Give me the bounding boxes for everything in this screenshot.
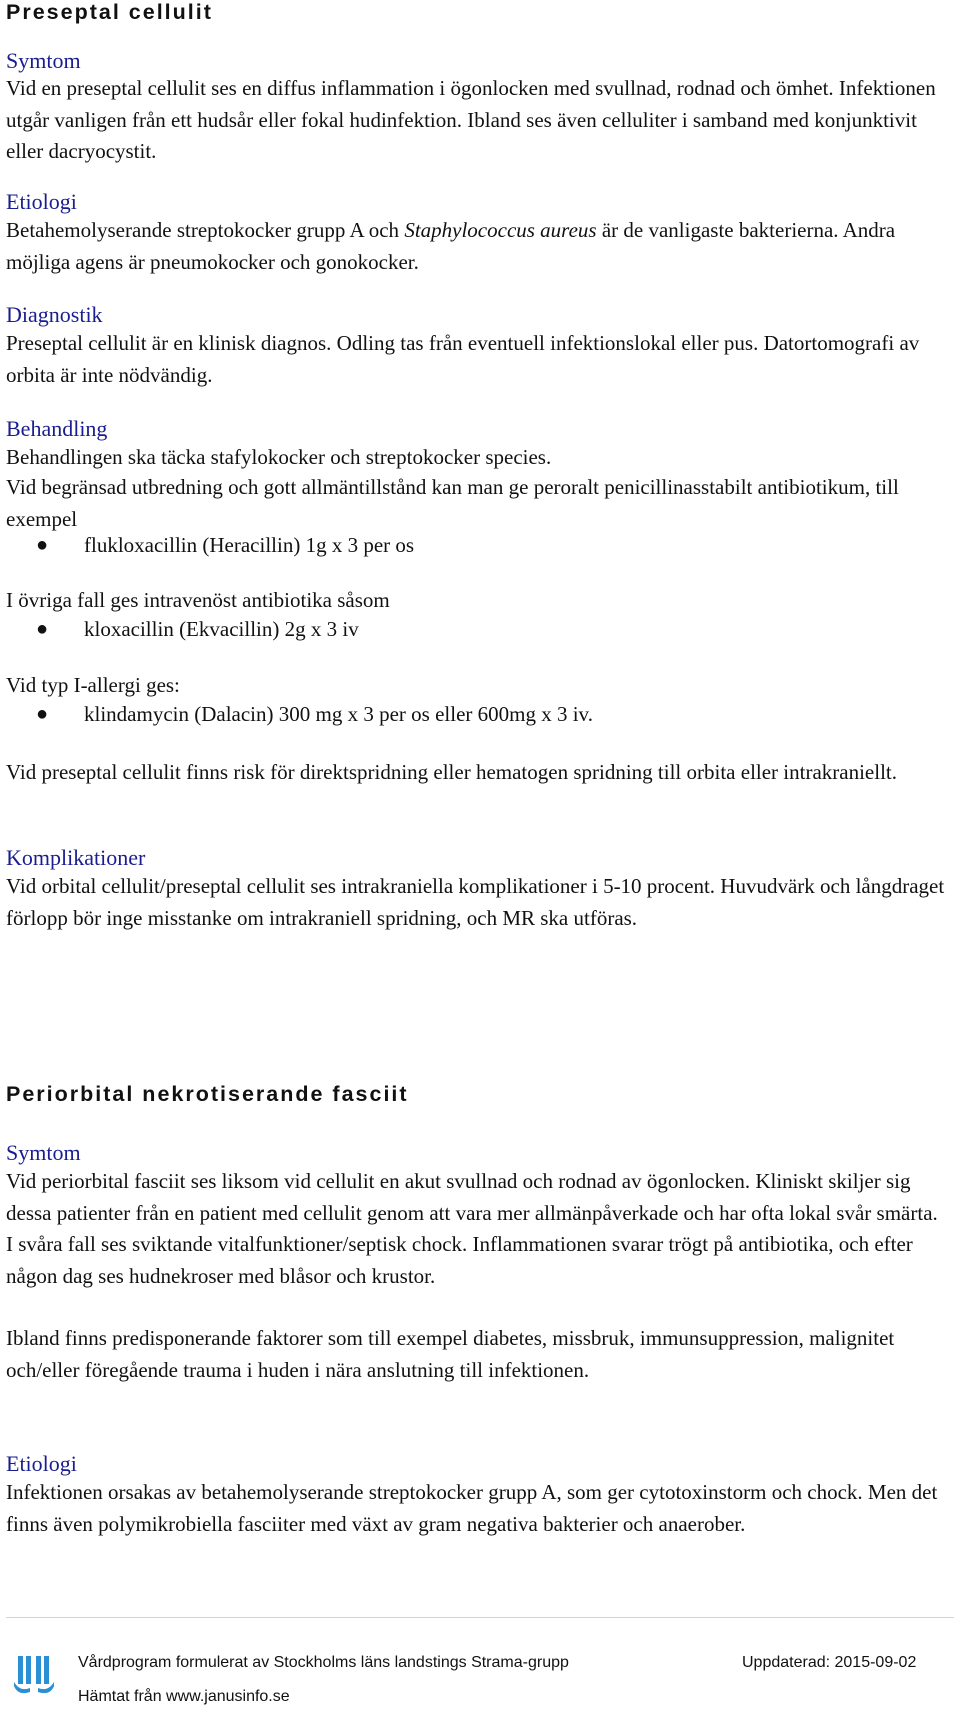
heading-etiologi-2: Etiologi	[6, 1451, 77, 1476]
bullet-text: flukloxacillin (Heracillin) 1g x 3 per os	[84, 533, 415, 557]
behandling-intro-line2: Vid begränsad utbredning och gott allmäntillstånd kan man ge peroralt penicillinasstabilt antibiotikum, till exempel	[6, 475, 899, 531]
list-item	[6, 699, 946, 731]
behandling-intro-line1: Behandlingen ska täcka stafylokocker och streptokocker species.	[6, 445, 552, 469]
bullet-icon: ●	[36, 703, 49, 725]
footer-divider	[6, 1617, 954, 1618]
footer-program-text: Vårdprogram formulerat av Stockholms läns landstings Strama-grupp	[78, 1654, 569, 1671]
paragraph-symtom: Vid en preseptal cellulit ses en diffus inflammation i ögonlocken med svullnad, rodnad och ömhet. Infektionen utgår vanligen från ett hudsår eller fokal hudinfektion. Ibland ses även celluliter i samband med konjunktivit eller dacryocystit.	[6, 76, 936, 163]
bullet-text: kloxacillin (Ekvacillin) 2g x 3 iv	[84, 617, 359, 641]
heading-behandling: Behandling	[6, 416, 108, 441]
behandling-allergy-intro: Vid typ I-allergi ges:	[6, 673, 180, 697]
heading-diagnostik: Diagnostik	[6, 302, 103, 327]
heading-komplikationer: Komplikationer	[6, 845, 146, 870]
paragraph-diagnostik: Preseptal cellulit är en klinisk diagnos. Odling tas från eventuell infektionslokal eller pus. Datortomografi av orbita är inte nödvändig.	[6, 331, 920, 387]
heading-etiologi: Etiologi	[6, 189, 77, 214]
behandling-risk: Vid preseptal cellulit finns risk för direktspridning eller hematogen spridning till orbita eller intrakraniellt.	[6, 760, 898, 784]
paragraph-etiologi	[6, 215, 946, 278]
janusinfo-logo-icon	[12, 1652, 56, 1696]
paragraph-symtom-2b: Ibland finns predisponerande faktorer som till exempel diabetes, missbruk, immunsuppression, malignitet och/eller föregående trauma i huden i nära anslutning till infektionen.	[6, 1326, 895, 1382]
bullet-list-allergy	[6, 699, 946, 731]
behandling-other-intro: I övriga fall ges intravenöst antibiotika såsom	[6, 588, 390, 612]
page-footer	[6, 1640, 954, 1711]
list-item	[6, 614, 946, 646]
section-title-preseptal-cellulit: Preseptal cellulit	[6, 0, 213, 24]
etiologi-text-start: Betahemolyserande streptokocker grupp A och	[6, 218, 405, 242]
etiologi-species-name: Staphylococcus aureus	[404, 218, 597, 242]
section-title-periorbital-fasciit: Periorbital nekrotiserande fasciit	[6, 1082, 409, 1106]
list-item	[6, 530, 946, 562]
bullet-icon: ●	[36, 618, 49, 640]
heading-symtom: Symtom	[6, 48, 81, 73]
etiologi-text-end: är de vanligaste bakterierna. Andra möjliga agens är pneumokocker och gonokocker.	[6, 218, 896, 274]
bullet-icon: ●	[36, 534, 49, 556]
bullet-list-peroral	[6, 530, 946, 562]
footer-updated-date: Uppdaterad: 2015-09-02	[742, 1654, 917, 1671]
paragraph-komplikationer: Vid orbital cellulit/preseptal cellulit ses intrakraniella komplikationer i 5-10 procent. Huvudvärk och långdraget förlopp bör inge misstanke om intrakraniell spridning, och MR ska utföras.	[6, 874, 945, 930]
footer-source-link[interactable]: Hämtat från www.janusinfo.se	[78, 1688, 290, 1705]
paragraph-etiologi-2: Infektionen orsakas av betahemolyserande streptokocker grupp A, som ger cytotoxinstorm och chock. Men det finns även polymikrobiella fasciiter med växt av gram negativa bakterier och anaerober.	[6, 1480, 938, 1536]
paragraph-symtom-2: Vid periorbital fasciit ses liksom vid cellulit en akut svullnad och rodnad av ögonlocken. Kliniskt skiljer sig dessa patienter från en patient med cellulit genom att vara mer allmänpåverkade och har ofta lokal svår smärta. I svåra fall ses sviktande vitalfunktioner/septisk chock. Inflammationen svarar trögt på antibiotika, och efter någon dag ses hudnekroser med blåsor och krustor.	[6, 1169, 938, 1288]
heading-symtom-2: Symtom	[6, 1140, 81, 1165]
bullet-list-iv	[6, 614, 946, 646]
bullet-text: klindamycin (Dalacin) 300 mg x 3 per os eller 600mg x 3 iv.	[84, 702, 593, 726]
